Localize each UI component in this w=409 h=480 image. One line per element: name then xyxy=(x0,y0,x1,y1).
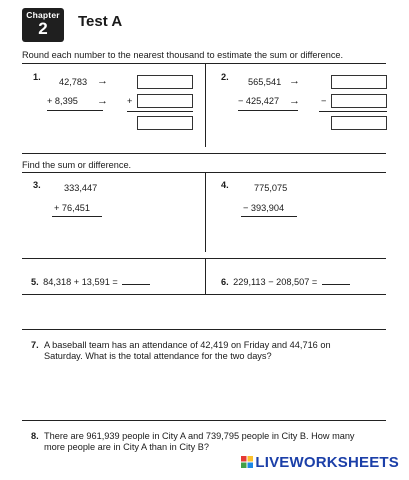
liveworksheets-watermark xyxy=(241,454,399,471)
divider xyxy=(22,420,386,421)
divider xyxy=(22,63,386,64)
problem-2-subtrahend: − 425,427 xyxy=(238,96,280,106)
divider xyxy=(22,294,386,295)
divider xyxy=(22,153,386,154)
problem-1-number: 1. xyxy=(33,72,41,82)
problem-3-addend-a: 333,447 xyxy=(64,183,98,193)
divider-vertical xyxy=(205,258,206,294)
problem-6-answer-blank[interactable] xyxy=(322,275,350,285)
chapter-badge xyxy=(22,8,64,42)
arrow-icon: → xyxy=(97,95,108,107)
problem-4-number: 4. xyxy=(221,180,229,190)
problem-1-underline-estimate xyxy=(127,111,193,112)
problem-2-underline xyxy=(238,110,298,111)
problem-2-estimate-b-box[interactable] xyxy=(331,94,387,108)
divider-vertical xyxy=(205,172,206,252)
problem-2-minuend: 565,541 xyxy=(248,77,282,87)
problem-5-number: 5. xyxy=(31,277,39,287)
problem-1-operator: + xyxy=(127,96,133,106)
liveworksheets-logo-icon xyxy=(241,456,253,468)
arrow-icon: → xyxy=(289,95,300,107)
problem-8-line-2: more people are in City A than in City B? xyxy=(44,442,209,452)
problem-5 xyxy=(31,272,150,290)
divider xyxy=(22,172,386,173)
problem-2-operator: − xyxy=(321,96,327,106)
divider xyxy=(22,258,386,259)
problem-8-number: 8. xyxy=(31,431,39,441)
problem-1-answer-box[interactable] xyxy=(137,116,193,130)
problem-7-line-1: A baseball team has an attendance of 42,419 on Friday and 44,716 on xyxy=(44,340,331,350)
arrow-icon: → xyxy=(289,75,300,87)
instruction-find: Find the sum or difference. xyxy=(22,160,132,170)
problem-6-expression: 229,113 − 208,507 = xyxy=(233,277,318,287)
chapter-word: Chapter xyxy=(26,10,60,20)
arrow-icon: → xyxy=(97,75,108,87)
problem-5-answer-blank[interactable] xyxy=(122,275,150,285)
divider xyxy=(22,329,386,330)
problem-1-estimate-a-box[interactable] xyxy=(137,75,193,89)
problem-7-number: 7. xyxy=(31,340,39,350)
problem-3-number: 3. xyxy=(33,180,41,190)
problem-3-addend-b: + 76,451 xyxy=(54,203,91,213)
problem-6-number: 6. xyxy=(221,277,229,287)
problem-6 xyxy=(221,272,350,290)
problem-1-underline xyxy=(47,110,103,111)
problem-5-expression: 84,318 + 13,591 = xyxy=(43,277,118,287)
problem-4-minuend: 775,075 xyxy=(254,183,288,193)
problem-1-addend-b: + 8,395 xyxy=(47,96,78,106)
problem-2-underline-estimate xyxy=(319,111,387,112)
problem-3-underline xyxy=(52,216,102,217)
page-title: Test A xyxy=(78,13,123,30)
divider-vertical xyxy=(205,63,206,147)
problem-8-line-1: There are 961,939 people in City A and 739,795 people in City B. How many xyxy=(44,431,355,441)
problem-2-answer-box[interactable] xyxy=(331,116,387,130)
problem-4-subtrahend: − 393,904 xyxy=(243,203,285,213)
instruction-estimate: Round each number to the nearest thousand to estimate the sum or difference. xyxy=(22,50,344,60)
problem-4-underline xyxy=(241,216,297,217)
problem-2-number: 2. xyxy=(221,72,229,82)
watermark-text: LIVEWORKSHEETS xyxy=(255,454,399,471)
problem-1-estimate-b-box[interactable] xyxy=(137,94,193,108)
chapter-number: 2 xyxy=(38,19,48,38)
problem-7-line-2: Saturday. What is the total attendance for the two days? xyxy=(44,351,272,361)
problem-2-estimate-a-box[interactable] xyxy=(331,75,387,89)
problem-1-addend-a: 42,783 xyxy=(59,77,88,87)
